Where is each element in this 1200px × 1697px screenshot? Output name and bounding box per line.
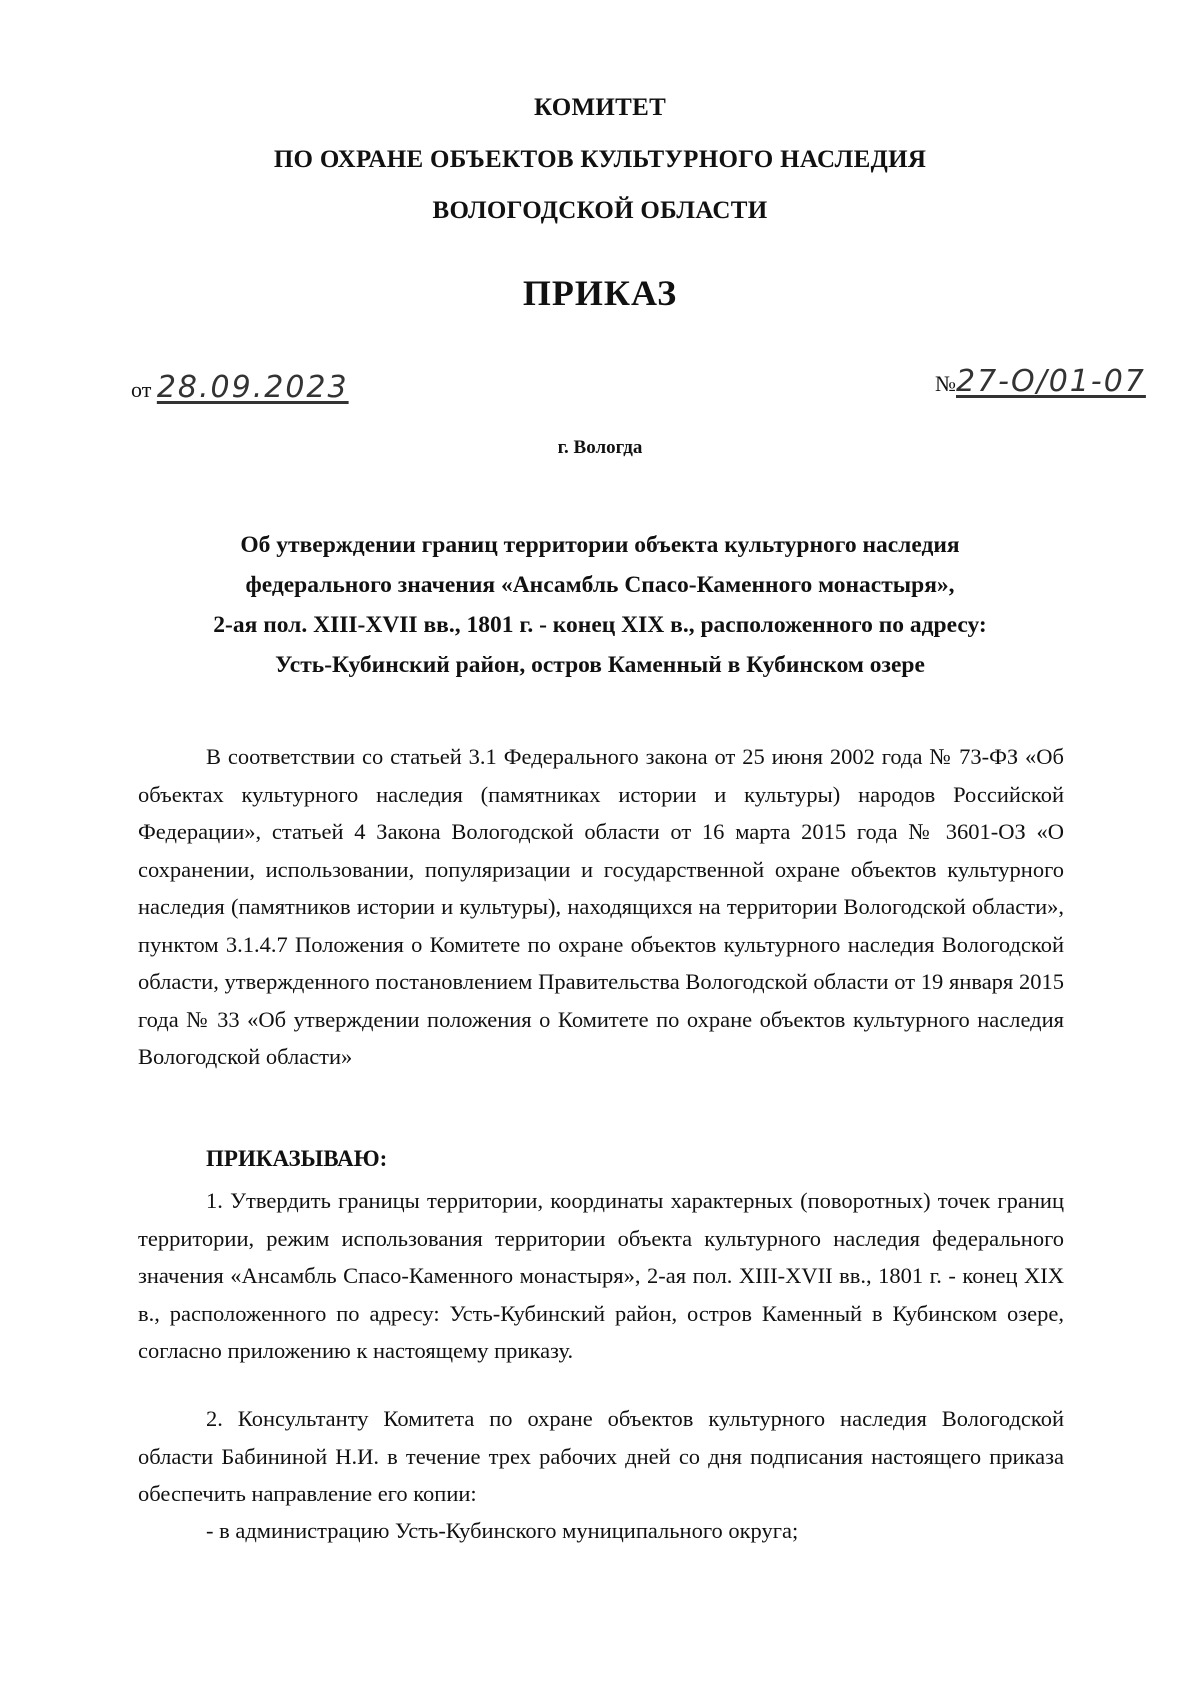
subject-line: Усть-Кубинский район, остров Каменный в Кубинском озере: [275, 652, 925, 678]
subject-line: федерального значения «Ансамбль Спасо-Каменного монастыря»,: [245, 572, 955, 598]
document-subject: [140, 525, 1060, 685]
subject-line: 2-ая пол. XIII-XVII вв., 1801 г. - конец XIX в., расположенного по адресу:: [213, 612, 987, 638]
order-label: ПРИКАЗЫВАЮ:: [206, 1146, 388, 1171]
order-item-1: 1. Утвердить границы территории, координаты характерных (поворотных) точек границ территории, режим использования территории объекта культурного наследия федерального значения «Ансамбль Спасо-Каменного монастыря», 2-ая пол. XIII-XVII вв., 1801 г. - конец XIX в., расположенного по адресу: Усть-Кубинский район, остров Каменный в Кубинском озере, согласно приложению к настоящему приказу.: [138, 1188, 1064, 1363]
date-prefix: от: [131, 377, 152, 402]
document-type: ПРИКАЗ: [522, 273, 678, 313]
header-committee: КОМИТЕТ: [533, 94, 667, 121]
document-city: г. Вологда: [557, 437, 643, 458]
document-number: [935, 364, 1146, 399]
date-value: 28.09.2023: [156, 370, 349, 405]
header-region: ВОЛОГОДСКОЙ ОБЛАСТИ: [432, 197, 768, 224]
number-value: 27-О/01-07: [956, 364, 1146, 399]
document-date: [131, 370, 349, 405]
order-item-2-sub-1: - в администрацию Усть-Кубинского муниципального округа;: [206, 1518, 799, 1543]
number-prefix: №: [935, 371, 956, 396]
preamble-paragraph: В соответствии со статьей 3.1 Федерального закона от 25 июня 2002 года № 73-ФЗ «Об объектах культурного наследия (памятниках истории и культуры) народов Российской Федерации», статьей 4 Закона Вологодской области от 16 марта 2015 года № 3601-ОЗ «О сохранении, использовании, популяризации и государственной охране объектов культурного наследия (памятников истории и культуры), находящихся на территории Вологодской области», пунктом 3.1.4.7 Положения о Комитете по охране объектов культурного наследия Вологодской области, утвержденного постановлением Правительства Вологодской области от 19 января 2015 года № 33 «Об утверждении положения о Комитете по охране объектов культурного наследия Вологодской области»: [138, 744, 1064, 1069]
header-protection: ПО ОХРАНЕ ОБЪЕКТОВ КУЛЬТУРНОГО НАСЛЕДИЯ: [273, 146, 927, 173]
subject-line: Об утверждении границ территории объекта культурного наследия: [240, 532, 960, 558]
order-item-2: 2. Консультанту Комитета по охране объектов культурного наследия Вологодской области Бабининой Н.И. в течение трех рабочих дней со дня подписания настоящего приказа обеспечить направление его копии:: [138, 1406, 1064, 1506]
